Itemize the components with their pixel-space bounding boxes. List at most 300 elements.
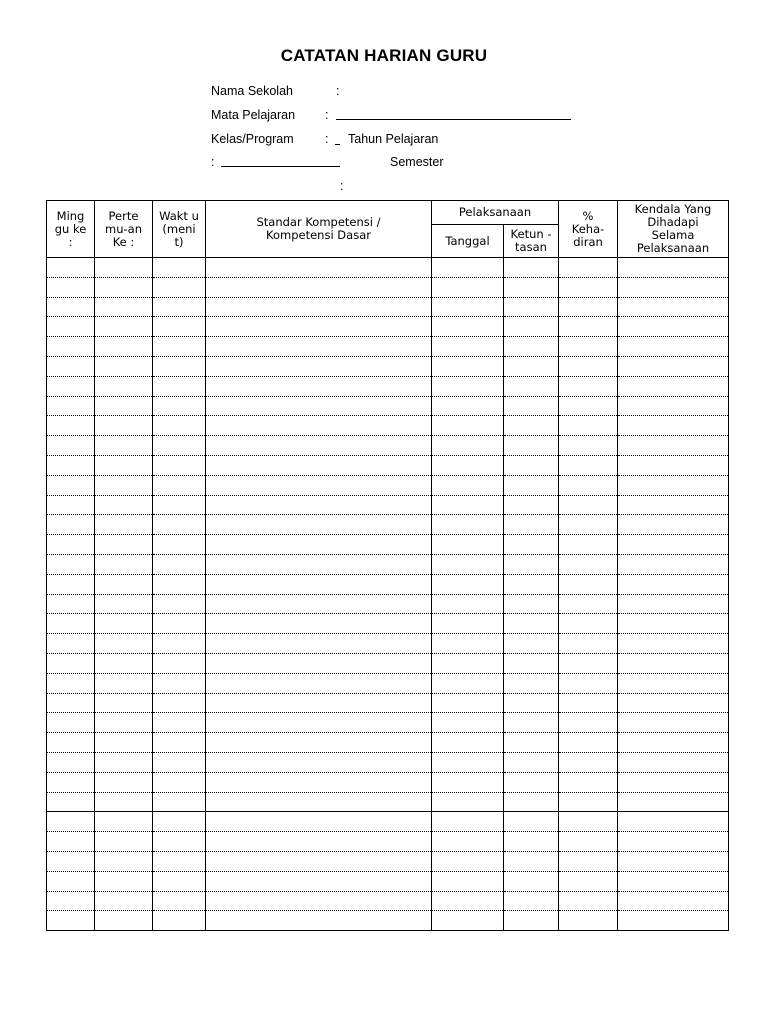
cell-tanggal[interactable] xyxy=(432,772,504,792)
cell-kompetensi[interactable] xyxy=(206,614,432,634)
cell-minggu[interactable] xyxy=(47,772,95,792)
cell-ketuntasan[interactable] xyxy=(504,713,559,733)
cell-ketuntasan[interactable] xyxy=(504,416,559,436)
cell-kompetensi[interactable] xyxy=(206,911,432,931)
cell-waktu[interactable] xyxy=(153,752,206,772)
cell-waktu[interactable] xyxy=(153,911,206,931)
table-row xyxy=(47,277,729,297)
cell-minggu[interactable] xyxy=(47,258,95,278)
cell-tanggal[interactable] xyxy=(432,277,504,297)
table-row xyxy=(47,871,729,891)
cell-kehadiran[interactable] xyxy=(559,416,618,436)
cell-kendala[interactable] xyxy=(618,693,729,713)
cell-pertemuan[interactable] xyxy=(95,733,153,753)
cell-kehadiran[interactable] xyxy=(559,258,618,278)
cell-kehadiran[interactable] xyxy=(559,376,618,396)
cell-ketuntasan[interactable] xyxy=(504,851,559,871)
cell-ketuntasan[interactable] xyxy=(504,515,559,535)
cell-kehadiran[interactable] xyxy=(559,792,618,812)
cell-kendala[interactable] xyxy=(618,475,729,495)
tahun-pelajaran-label: Tahun Pelajaran xyxy=(348,132,439,146)
cell-tanggal[interactable] xyxy=(432,653,504,673)
cell-minggu[interactable] xyxy=(47,673,95,693)
cell-kehadiran[interactable] xyxy=(559,515,618,535)
cell-pertemuan[interactable] xyxy=(95,713,153,733)
cell-minggu[interactable] xyxy=(47,733,95,753)
cell-kendala[interactable] xyxy=(618,891,729,911)
cell-kehadiran[interactable] xyxy=(559,554,618,574)
cell-minggu[interactable] xyxy=(47,812,95,832)
kelas-program-label: Kelas/Program xyxy=(211,132,294,146)
cell-waktu[interactable] xyxy=(153,614,206,634)
cell-waktu[interactable] xyxy=(153,554,206,574)
cell-kendala[interactable] xyxy=(618,792,729,812)
cell-ketuntasan[interactable] xyxy=(504,594,559,614)
cell-pertemuan[interactable] xyxy=(95,851,153,871)
cell-ketuntasan[interactable] xyxy=(504,396,559,416)
cell-waktu[interactable] xyxy=(153,693,206,713)
cell-pertemuan[interactable] xyxy=(95,515,153,535)
cell-pertemuan[interactable] xyxy=(95,416,153,436)
cell-pertemuan[interactable] xyxy=(95,653,153,673)
cell-kendala[interactable] xyxy=(618,871,729,891)
cell-pertemuan[interactable] xyxy=(95,376,153,396)
cell-kendala[interactable] xyxy=(618,416,729,436)
cell-ketuntasan[interactable] xyxy=(504,733,559,753)
cell-pertemuan[interactable] xyxy=(95,812,153,832)
table-row xyxy=(47,851,729,871)
semester-label: Semester xyxy=(390,155,444,169)
cell-minggu[interactable] xyxy=(47,594,95,614)
cell-ketuntasan[interactable] xyxy=(504,554,559,574)
cell-kehadiran[interactable] xyxy=(559,634,618,654)
cell-kompetensi[interactable] xyxy=(206,416,432,436)
cell-waktu[interactable] xyxy=(153,772,206,792)
table-row xyxy=(47,634,729,654)
cell-kompetensi[interactable] xyxy=(206,297,432,317)
cell-minggu[interactable] xyxy=(47,317,95,337)
cell-minggu[interactable] xyxy=(47,891,95,911)
cell-kendala[interactable] xyxy=(618,455,729,475)
cell-waktu[interactable] xyxy=(153,258,206,278)
cell-ketuntasan[interactable] xyxy=(504,752,559,772)
cell-tanggal[interactable] xyxy=(432,554,504,574)
cell-kendala[interactable] xyxy=(618,297,729,317)
cell-kehadiran[interactable] xyxy=(559,337,618,357)
cell-kehadiran[interactable] xyxy=(559,871,618,891)
cell-minggu[interactable] xyxy=(47,337,95,357)
cell-tanggal[interactable] xyxy=(432,614,504,634)
cell-minggu[interactable] xyxy=(47,475,95,495)
cell-kompetensi[interactable] xyxy=(206,515,432,535)
cell-pertemuan[interactable] xyxy=(95,772,153,792)
cell-tanggal[interactable] xyxy=(432,673,504,693)
cell-pertemuan[interactable] xyxy=(95,554,153,574)
cell-pertemuan[interactable] xyxy=(95,634,153,654)
table-row xyxy=(47,475,729,495)
cell-minggu[interactable] xyxy=(47,792,95,812)
cell-pertemuan[interactable] xyxy=(95,594,153,614)
cell-pertemuan[interactable] xyxy=(95,436,153,456)
cell-kendala[interactable] xyxy=(618,317,729,337)
cell-waktu[interactable] xyxy=(153,574,206,594)
cell-minggu[interactable] xyxy=(47,396,95,416)
cell-kehadiran[interactable] xyxy=(559,297,618,317)
cell-waktu[interactable] xyxy=(153,515,206,535)
cell-kehadiran[interactable] xyxy=(559,356,618,376)
cell-tanggal[interactable] xyxy=(432,297,504,317)
log-table-body xyxy=(47,258,729,931)
cell-kehadiran[interactable] xyxy=(559,455,618,475)
cell-kehadiran[interactable] xyxy=(559,436,618,456)
cell-kompetensi[interactable] xyxy=(206,535,432,555)
cell-waktu[interactable] xyxy=(153,851,206,871)
cell-tanggal[interactable] xyxy=(432,436,504,456)
cell-kendala[interactable] xyxy=(618,851,729,871)
cell-kompetensi[interactable] xyxy=(206,396,432,416)
table-row xyxy=(47,812,729,832)
cell-tanggal[interactable] xyxy=(432,515,504,535)
cell-kompetensi[interactable] xyxy=(206,436,432,456)
cell-ketuntasan[interactable] xyxy=(504,772,559,792)
cell-waktu[interactable] xyxy=(153,733,206,753)
cell-ketuntasan[interactable] xyxy=(504,653,559,673)
cell-pertemuan[interactable] xyxy=(95,832,153,852)
cell-tanggal[interactable] xyxy=(432,891,504,911)
cell-kompetensi[interactable] xyxy=(206,693,432,713)
table-row xyxy=(47,772,729,792)
cell-pertemuan[interactable] xyxy=(95,871,153,891)
cell-tanggal[interactable] xyxy=(432,752,504,772)
cell-tanggal[interactable] xyxy=(432,376,504,396)
cell-kehadiran[interactable] xyxy=(559,832,618,852)
cell-pertemuan[interactable] xyxy=(95,911,153,931)
cell-pertemuan[interactable] xyxy=(95,258,153,278)
cell-kehadiran[interactable] xyxy=(559,713,618,733)
cell-waktu[interactable] xyxy=(153,535,206,555)
cell-minggu[interactable] xyxy=(47,297,95,317)
cell-kompetensi[interactable] xyxy=(206,317,432,337)
cell-ketuntasan[interactable] xyxy=(504,258,559,278)
cell-waktu[interactable] xyxy=(153,356,206,376)
cell-pertemuan[interactable] xyxy=(95,673,153,693)
cell-ketuntasan[interactable] xyxy=(504,376,559,396)
cell-kehadiran[interactable] xyxy=(559,396,618,416)
cell-kehadiran[interactable] xyxy=(559,693,618,713)
cell-tanggal[interactable] xyxy=(432,574,504,594)
cell-minggu[interactable] xyxy=(47,911,95,931)
cell-ketuntasan[interactable] xyxy=(504,792,559,812)
cell-tanggal[interactable] xyxy=(432,832,504,852)
cell-ketuntasan[interactable] xyxy=(504,574,559,594)
cell-waktu[interactable] xyxy=(153,792,206,812)
cell-waktu[interactable] xyxy=(153,396,206,416)
cell-kehadiran[interactable] xyxy=(559,475,618,495)
cell-kendala[interactable] xyxy=(618,772,729,792)
cell-kehadiran[interactable] xyxy=(559,594,618,614)
cell-kendala[interactable] xyxy=(618,277,729,297)
cell-kompetensi[interactable] xyxy=(206,574,432,594)
cell-tanggal[interactable] xyxy=(432,337,504,357)
cell-kehadiran[interactable] xyxy=(559,812,618,832)
cell-minggu[interactable] xyxy=(47,416,95,436)
cell-kompetensi[interactable] xyxy=(206,812,432,832)
cell-kompetensi[interactable] xyxy=(206,891,432,911)
cell-ketuntasan[interactable] xyxy=(504,475,559,495)
cell-kendala[interactable] xyxy=(618,258,729,278)
cell-kehadiran[interactable] xyxy=(559,535,618,555)
cell-kompetensi[interactable] xyxy=(206,554,432,574)
cell-kehadiran[interactable] xyxy=(559,772,618,792)
cell-kompetensi[interactable] xyxy=(206,376,432,396)
cell-waktu[interactable] xyxy=(153,594,206,614)
cell-tanggal[interactable] xyxy=(432,396,504,416)
cell-waktu[interactable] xyxy=(153,812,206,832)
cell-tanggal[interactable] xyxy=(432,356,504,376)
cell-minggu[interactable] xyxy=(47,495,95,515)
cell-tanggal[interactable] xyxy=(432,634,504,654)
cell-minggu[interactable] xyxy=(47,851,95,871)
cell-kendala[interactable] xyxy=(618,832,729,852)
cell-kendala[interactable] xyxy=(618,752,729,772)
cell-tanggal[interactable] xyxy=(432,594,504,614)
cell-kompetensi[interactable] xyxy=(206,713,432,733)
cell-kompetensi[interactable] xyxy=(206,733,432,753)
cell-minggu[interactable] xyxy=(47,752,95,772)
cell-kompetensi[interactable] xyxy=(206,772,432,792)
cell-kompetensi[interactable] xyxy=(206,653,432,673)
cell-kehadiran[interactable] xyxy=(559,673,618,693)
cell-tanggal[interactable] xyxy=(432,693,504,713)
cell-minggu[interactable] xyxy=(47,713,95,733)
header-pertemuan: Perte mu-an Ke : xyxy=(95,201,153,258)
cell-ketuntasan[interactable] xyxy=(504,673,559,693)
cell-minggu[interactable] xyxy=(47,455,95,475)
cell-minggu[interactable] xyxy=(47,634,95,654)
cell-pertemuan[interactable] xyxy=(95,693,153,713)
cell-pertemuan[interactable] xyxy=(95,574,153,594)
cell-pertemuan[interactable] xyxy=(95,752,153,772)
cell-kehadiran[interactable] xyxy=(559,277,618,297)
cell-ketuntasan[interactable] xyxy=(504,317,559,337)
cell-kendala[interactable] xyxy=(618,594,729,614)
cell-kompetensi[interactable] xyxy=(206,673,432,693)
cell-kehadiran[interactable] xyxy=(559,851,618,871)
cell-tanggal[interactable] xyxy=(432,792,504,812)
header-ketuntasan: Ketun -tasan xyxy=(504,225,559,258)
cell-tanggal[interactable] xyxy=(432,851,504,871)
cell-tanggal[interactable] xyxy=(432,455,504,475)
cell-tanggal[interactable] xyxy=(432,812,504,832)
table-row xyxy=(47,713,729,733)
cell-kendala[interactable] xyxy=(618,653,729,673)
cell-ketuntasan[interactable] xyxy=(504,614,559,634)
cell-pertemuan[interactable] xyxy=(95,396,153,416)
cell-minggu[interactable] xyxy=(47,653,95,673)
cell-ketuntasan[interactable] xyxy=(504,871,559,891)
cell-waktu[interactable] xyxy=(153,337,206,357)
cell-tanggal[interactable] xyxy=(432,535,504,555)
cell-tanggal[interactable] xyxy=(432,416,504,436)
cell-ketuntasan[interactable] xyxy=(504,455,559,475)
cell-kendala[interactable] xyxy=(618,911,729,931)
cell-waktu[interactable] xyxy=(153,871,206,891)
cell-pertemuan[interactable] xyxy=(95,495,153,515)
cell-tanggal[interactable] xyxy=(432,871,504,891)
table-row xyxy=(47,337,729,357)
cell-kendala[interactable] xyxy=(618,396,729,416)
cell-kehadiran[interactable] xyxy=(559,317,618,337)
cell-ketuntasan[interactable] xyxy=(504,693,559,713)
cell-pertemuan[interactable] xyxy=(95,535,153,555)
cell-kendala[interactable] xyxy=(618,713,729,733)
cell-kompetensi[interactable] xyxy=(206,594,432,614)
cell-pertemuan[interactable] xyxy=(95,475,153,495)
cell-kendala[interactable] xyxy=(618,535,729,555)
cell-pertemuan[interactable] xyxy=(95,337,153,357)
cell-minggu[interactable] xyxy=(47,832,95,852)
cell-kompetensi[interactable] xyxy=(206,277,432,297)
cell-kehadiran[interactable] xyxy=(559,752,618,772)
cell-waktu[interactable] xyxy=(153,416,206,436)
cell-tanggal[interactable] xyxy=(432,258,504,278)
cell-pertemuan[interactable] xyxy=(95,792,153,812)
mata-pelajaran-field-line[interactable] xyxy=(336,119,571,120)
table-row xyxy=(47,574,729,594)
cell-tanggal[interactable] xyxy=(432,713,504,733)
cell-ketuntasan[interactable] xyxy=(504,337,559,357)
cell-waktu[interactable] xyxy=(153,475,206,495)
cell-pertemuan[interactable] xyxy=(95,614,153,634)
table-row xyxy=(47,614,729,634)
cell-ketuntasan[interactable] xyxy=(504,634,559,654)
cell-kendala[interactable] xyxy=(618,634,729,654)
kelas-program-field-line[interactable] xyxy=(335,144,340,145)
cell-kendala[interactable] xyxy=(618,733,729,753)
cell-kendala[interactable] xyxy=(618,376,729,396)
cell-waktu[interactable] xyxy=(153,277,206,297)
cell-pertemuan[interactable] xyxy=(95,356,153,376)
cell-kendala[interactable] xyxy=(618,812,729,832)
cell-kendala[interactable] xyxy=(618,614,729,634)
table-row xyxy=(47,792,729,812)
cell-pertemuan[interactable] xyxy=(95,455,153,475)
cell-tanggal[interactable] xyxy=(432,733,504,753)
cell-kehadiran[interactable] xyxy=(559,911,618,931)
tahun-pelajaran-field-line[interactable] xyxy=(221,166,340,167)
cell-ketuntasan[interactable] xyxy=(504,891,559,911)
cell-kompetensi[interactable] xyxy=(206,475,432,495)
cell-waktu[interactable] xyxy=(153,317,206,337)
cell-kehadiran[interactable] xyxy=(559,614,618,634)
cell-minggu[interactable] xyxy=(47,693,95,713)
cell-ketuntasan[interactable] xyxy=(504,495,559,515)
cell-ketuntasan[interactable] xyxy=(504,832,559,852)
cell-minggu[interactable] xyxy=(47,554,95,574)
header-kompetensi: Standar Kompetensi / Kompetensi Dasar xyxy=(206,201,432,258)
cell-kendala[interactable] xyxy=(618,495,729,515)
cell-kehadiran[interactable] xyxy=(559,733,618,753)
cell-minggu[interactable] xyxy=(47,436,95,456)
cell-kendala[interactable] xyxy=(618,554,729,574)
cell-minggu[interactable] xyxy=(47,535,95,555)
table-row xyxy=(47,535,729,555)
cell-kendala[interactable] xyxy=(618,515,729,535)
cell-minggu[interactable] xyxy=(47,376,95,396)
cell-kompetensi[interactable] xyxy=(206,752,432,772)
cell-kompetensi[interactable] xyxy=(206,258,432,278)
mata-pelajaran-colon: : xyxy=(325,108,329,122)
cell-kendala[interactable] xyxy=(618,356,729,376)
cell-minggu[interactable] xyxy=(47,614,95,634)
cell-kompetensi[interactable] xyxy=(206,792,432,812)
cell-minggu[interactable] xyxy=(47,871,95,891)
cell-ketuntasan[interactable] xyxy=(504,911,559,931)
document-title: CATATAN HARIAN GURU xyxy=(280,46,488,65)
cell-tanggal[interactable] xyxy=(432,317,504,337)
cell-pertemuan[interactable] xyxy=(95,317,153,337)
cell-kompetensi[interactable] xyxy=(206,455,432,475)
cell-kehadiran[interactable] xyxy=(559,891,618,911)
cell-kompetensi[interactable] xyxy=(206,634,432,654)
cell-minggu[interactable] xyxy=(47,515,95,535)
cell-kehadiran[interactable] xyxy=(559,653,618,673)
cell-ketuntasan[interactable] xyxy=(504,812,559,832)
cell-waktu[interactable] xyxy=(153,455,206,475)
cell-kompetensi[interactable] xyxy=(206,871,432,891)
cell-minggu[interactable] xyxy=(47,574,95,594)
table-row xyxy=(47,515,729,535)
cell-waktu[interactable] xyxy=(153,653,206,673)
cell-minggu[interactable] xyxy=(47,277,95,297)
cell-waktu[interactable] xyxy=(153,436,206,456)
cell-waktu[interactable] xyxy=(153,376,206,396)
cell-kompetensi[interactable] xyxy=(206,851,432,871)
cell-waktu[interactable] xyxy=(153,634,206,654)
cell-ketuntasan[interactable] xyxy=(504,277,559,297)
cell-waktu[interactable] xyxy=(153,495,206,515)
table-row xyxy=(47,594,729,614)
cell-kendala[interactable] xyxy=(618,436,729,456)
cell-tanggal[interactable] xyxy=(432,495,504,515)
header-kehadiran: % Keha- diran xyxy=(559,201,618,258)
cell-kehadiran[interactable] xyxy=(559,574,618,594)
cell-waktu[interactable] xyxy=(153,891,206,911)
cell-minggu[interactable] xyxy=(47,356,95,376)
cell-pertemuan[interactable] xyxy=(95,297,153,317)
cell-kompetensi[interactable] xyxy=(206,832,432,852)
cell-kendala[interactable] xyxy=(618,673,729,693)
cell-waktu[interactable] xyxy=(153,297,206,317)
cell-kendala[interactable] xyxy=(618,337,729,357)
cell-kompetensi[interactable] xyxy=(206,495,432,515)
cell-waktu[interactable] xyxy=(153,673,206,693)
cell-kompetensi[interactable] xyxy=(206,356,432,376)
cell-ketuntasan[interactable] xyxy=(504,356,559,376)
cell-tanggal[interactable] xyxy=(432,475,504,495)
cell-kendala[interactable] xyxy=(618,574,729,594)
cell-pertemuan[interactable] xyxy=(95,891,153,911)
cell-ketuntasan[interactable] xyxy=(504,535,559,555)
cell-kompetensi[interactable] xyxy=(206,337,432,357)
cell-ketuntasan[interactable] xyxy=(504,297,559,317)
cell-waktu[interactable] xyxy=(153,832,206,852)
cell-ketuntasan[interactable] xyxy=(504,436,559,456)
cell-tanggal[interactable] xyxy=(432,911,504,931)
cell-waktu[interactable] xyxy=(153,713,206,733)
cell-kehadiran[interactable] xyxy=(559,495,618,515)
cell-pertemuan[interactable] xyxy=(95,277,153,297)
